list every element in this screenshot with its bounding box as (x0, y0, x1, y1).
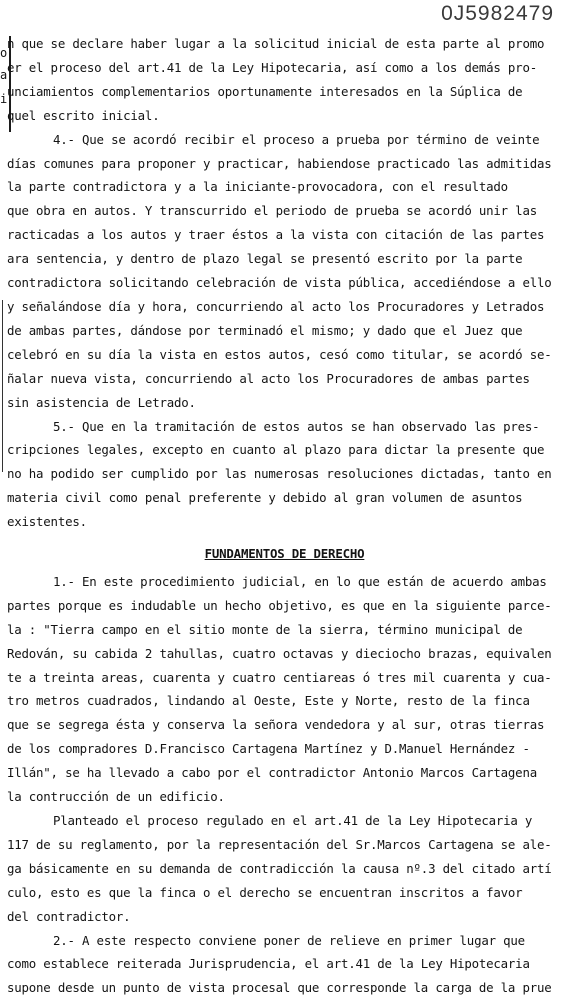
section-heading: FUNDAMENTOS DE DERECHO (204, 546, 365, 562)
text-line: de los compradores D.Francisco Cartagena Martínez y D.Manuel Hernández - (7, 741, 530, 757)
text-line: 4.- Que se acordó recibir el proceso a prueba por término de veinte (53, 131, 540, 147)
text-line: sin asistencia de Letrado. (7, 394, 196, 410)
text-line: 1.- En este procedimiento judicial, en lo que están de acuerdo ambas (53, 573, 547, 589)
facts-section (7, 32, 562, 534)
text-line: quel escrito inicial. (7, 107, 160, 123)
legal-grounds-section (7, 570, 562, 1000)
text-line: ga básicamente en su demanda de contradicción la causa nº.3 del citado artí (7, 860, 552, 876)
text-line: existentes. (7, 514, 87, 530)
text-line: celebró en su día la vista en estos autos, cesó como titular, se acordó se- (7, 346, 552, 362)
text-line: racticadas a los autos y traer éstos a la vista con citación de las partes (7, 227, 545, 243)
document-body (7, 32, 562, 1000)
text-line: Illán", se ha llevado a cabo por el contradictor Antonio Marcos Cartagena (7, 765, 537, 781)
text-line: er el proceso del art.41 de la Ley Hipotecaria, así como a los demás pro- (7, 59, 537, 75)
text-line: supone desde un punto de vista procesal que corresponde la carga de la prue (7, 980, 552, 996)
text-line: ñalar nueva vista, concurriendo al acto los Procuradores de ambas partes (7, 370, 530, 386)
text-line: no ha podido ser cumplido por las numerosas resoluciones dictadas, tanto en (7, 466, 552, 482)
text-line: unciamientos complementarios oportunamente interesados en la Súplica de (7, 83, 523, 99)
text-line: culo, esto es que la finca o el derecho se encuentran inscritos a favor (7, 884, 523, 900)
margin-fragment: i (0, 92, 8, 106)
text-line: la parte contradictora y a la iniciante-provocadora, con el resultado (7, 179, 508, 195)
text-line: y señalándose día y hora, concurriendo al acto los Procuradores y Letrados (7, 298, 545, 314)
text-line: de ambas partes, dándose por terminadó el mismo; y dado que el Juez que (7, 322, 523, 338)
text-line: cripciones legales, excepto en cuanto al plazo para dictar la presente que (7, 442, 545, 458)
text-line: tro metros cuadrados, lindando al Oeste, Este y Norte, resto de la finca (7, 693, 530, 709)
text-line: Planteado el proceso regulado en el art.41 de la Ley Hipotecaria y (53, 813, 533, 828)
text-line: la : "Tierra campo en el sitio monte de la sierra, término municipal de (7, 621, 523, 637)
text-line: la contrucción de un edificio. (7, 789, 225, 805)
text-line: 2.- A este respecto conviene poner de relieve en primer lugar que (53, 932, 525, 948)
text-line: te a treinta areas, cuarenta y cuatro centiareas ó tres mil cuarenta y cua- (7, 669, 552, 685)
text-line: días comunes para proponer y practicar, habiendose practicado las admitidas (7, 155, 552, 171)
margin-binding-mark-lower (2, 300, 3, 472)
text-line: partes porque es indudable un hecho objetivo, es que en la siguiente parce- (7, 597, 552, 613)
margin-fragment: a (0, 68, 8, 82)
document-id-stamp: 0J5982479 (441, 2, 554, 25)
margin-fragment: o (0, 46, 8, 60)
text-line: que se segrega ésta y conserva la señora vendedora y al sur, otras tierras (7, 717, 545, 733)
text-line: 5.- Que en la tramitación de estos autos se han observado las pres- (53, 418, 540, 434)
text-line: Redován, su cabida 2 tahullas, cuatro octavas y dieciocho brazas, equivalen (7, 645, 552, 661)
text-line: contradictora solicitando celebración de vista pública, accediéndose a ello (7, 275, 552, 291)
text-line: que obra en autos. Y transcurrido el periodo de prueba se acordó unir las (7, 203, 537, 219)
text-line: n que se declare haber lugar a la solicitud inicial de esta parte al promo (7, 36, 545, 51)
text-line: del contradictor. (7, 908, 131, 924)
text-line: como establece reiterada Jurisprudencia, el art.41 de la Ley Hipotecaria (7, 956, 530, 972)
text-line: 117 de su reglamento, por la representación del Sr.Marcos Cartagena se ale- (7, 836, 552, 852)
text-line: materia civil como penal preferente y debido al gran volumen de asuntos (7, 490, 523, 506)
text-line: ara sentencia, y dentro de plazo legal se presentó escrito por la parte (7, 251, 523, 267)
